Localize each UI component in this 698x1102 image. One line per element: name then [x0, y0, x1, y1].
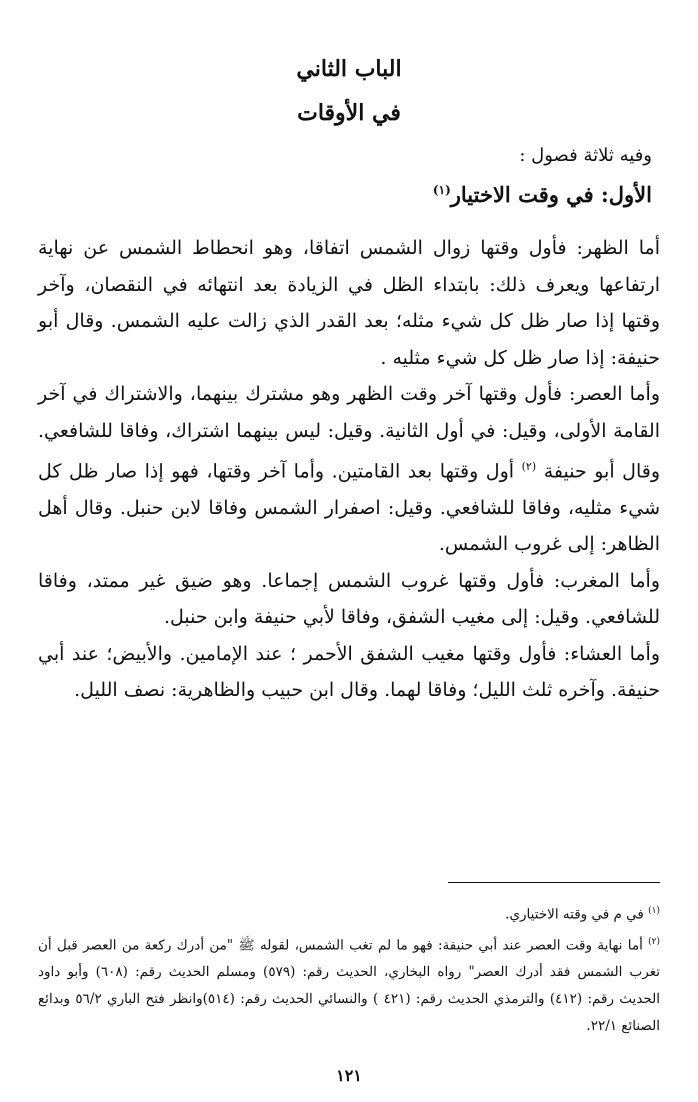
chapter-title: الباب الثاني [296, 56, 402, 82]
footnote-ref-1: (١) [432, 183, 451, 197]
footnote-2-text: أما نهاية وقت العصر عند أبي حنيفة: فهو ما لم تغب الشمس، لقوله ﷺ "من أدرك ركعة من العصر قبل أن تغرب الشمس فقد أدرك العصر" رواه البخاري، الحديث رقم: (٥٧٩) ومسلم الحديث رقم: (٦٠٨) وأبو داود الحديث رقم: (٤١٢) والترمذي الحديث رقم: (٤٢١ ) والنسائي الحديث رقم: (٥١٤)وانظر فتح الباري ٥٦/٢ وبدائع الصنائع ٢٢/١. [38, 937, 660, 1034]
footnote-1 [38, 898, 660, 929]
paragraph-asr-part2: أول وقتها بعد القامتين. وأما آخر وقتها، فهو إذا صار ظل كل شيء مثليه، وفاقا للشافعي. وقيل: اصفرار الشمس وفاقا لابن حنبل. وقال أهل الظاهر: إلى غروب الشمس. [38, 460, 660, 556]
footnote-2-ref: (٢) [648, 936, 661, 947]
section-heading-text: الأول: في وقت الاختيار [450, 182, 652, 207]
footnote-2 [38, 929, 660, 1041]
section-heading [433, 182, 652, 207]
paragraph-isha: وأما العشاء: فأول وقتها مغيب الشفق الأحمر ؛ عند الإمامين. والأبيض؛ عند أبي حنيفة. وآخره ثلث الليل؛ وفاقا لهما. وقال ابن حبيب والظاهرية: نصف الليل. [38, 642, 660, 702]
body-text [38, 230, 660, 709]
intro-line: وفيه ثلاثة فصول : [519, 145, 652, 166]
footnote-1-ref: (١) [648, 906, 660, 916]
footnote-ref-2: (٢) [521, 460, 537, 473]
footnote-divider [448, 882, 660, 883]
footnote-1-text: في م في وقته الاختياري. [505, 906, 644, 923]
chapter-subtitle: في الأوقات [297, 100, 401, 126]
paragraph-asr-part1: وأما العصر: فأول وقتها آخر وقت الظهر وهو مشترك بينهما، والاشتراك في آخر القامة الأولى، وقيل: في أول الثانية. وقيل: ليس بينهما اشتراك، وفاقا للشافعي. وقال أبو حنيفة [38, 383, 661, 483]
paragraph-maghrib: وأما المغرب: فأول وقتها غروب الشمس إجماعا. وهو ضيق غير ممتد، وفاقا للشافعي. وقيل: إلى مغيب الشفق، وفاقا لأبي حنيفة وابن حنبل. [38, 569, 660, 629]
paragraph-asr [38, 376, 660, 563]
page [38, 0, 660, 1102]
page-number: ١٢١ [336, 1066, 362, 1085]
paragraph-zuhr: أما الظهر: فأول وقتها زوال الشمس اتفاقا، وهو انحطاط الشمس عن نهاية ارتفاعها ويعرف ذلك: بابتداء الظل في الزيادة بعد انتهائه في النقصان، وآخر وقتها إذا صار ظل كل شيء مثله؛ بعد القدر الذي زالت عليه الشمس. وقال أبو حنيفة: إذا صار ظل كل شيء مثليه . [38, 237, 660, 369]
footnotes [38, 898, 660, 1040]
